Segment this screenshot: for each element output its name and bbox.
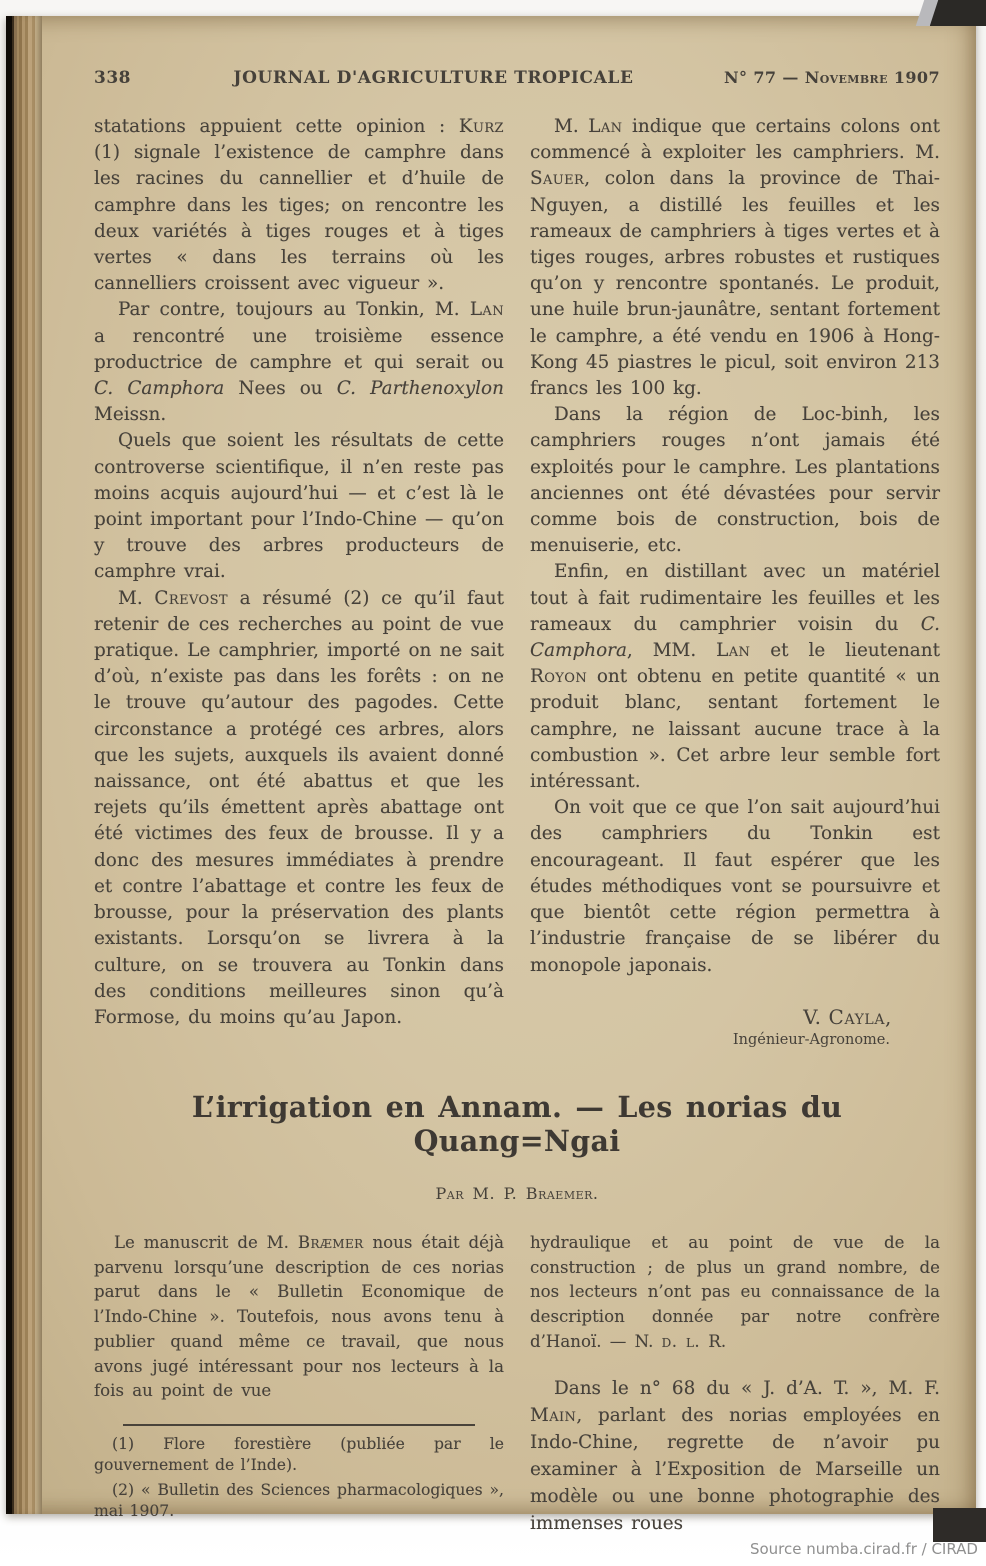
footnote: (1) Flore forestière (publiée par le gouvernement de l’Inde).: [94, 1435, 504, 1475]
dark-object-top-right: [930, 0, 986, 26]
article-title: L’irrigation en Annam. — Les norias du Quang=Ngai: [191, 1089, 843, 1158]
signature-block: [530, 1005, 940, 1048]
footnote: (2) « Bulletin des Sciences pharmacologiques », mai 1907.: [94, 1481, 504, 1521]
footnote-divider: [123, 1424, 475, 1426]
book-binding-edge: [6, 16, 42, 1514]
paragraph: Par contre, toujours au Tonkin, M. Lan a rencontré une troisième essence productrice de camphre et qui serait ou C. Camphora Nees ou C. Parthenoxylon Meissn.: [94, 299, 504, 426]
signature-role: Ingénieur-Agronome.: [732, 1031, 890, 1048]
paragraph: Quels que soient les résultats de cette controverse scientifique, il n’en reste pas moins acquis aujourd’hui — et c’est là le point important pour l’Indo-Chine — qu’on y trouve des arbres producteurs de camphre vrai.: [94, 430, 504, 583]
running-header: [94, 68, 940, 88]
paragraph: M. Lan indique que certains colons ont commencé à exploiter les camphriers. M. Sauer, colon dans la province de Thai-Nguyen, a distillé les feuilles et les rameaux de camphriers à tiges vertes et à tiges rouges, arbres robustes et rustiques qu’on y rencontre spontanés. Le produit, une huile brun-jaunâtre, sentant fortement le camphre, a été vendu en 1906 à Hong-Kong 45 piastres le picul, soit environ 213 francs les 100 kg.: [530, 116, 940, 400]
scanned-page: [6, 16, 976, 1534]
right-column: [530, 114, 940, 1048]
dark-object-bottom-right: [933, 1508, 986, 1542]
paragraph: statations appuient cette opinion : Kurz (1) signale l’existence de camphre dans les racines du cannellier et d’huile de camphre dans les tiges; on rencontre les deux variétés à tiges rouges et à tiges vertes « dans les terrains où les cannelliers croissent avec vigueur ».: [94, 116, 504, 295]
article-camphor-columns: [94, 114, 940, 1048]
paragraph: Dans la région de Loc-binh, les camphriers rouges n’ont jamais été exploités pour le camphre. Les plantations anciennes ont été dévastées pour servir comme bois de construction, bois de menuiserie, etc.: [530, 404, 940, 557]
editor-note: Le manuscrit de M. Bræmer nous était déjà parvenu lorsqu’une description de ces norias parut dans le « Bulletin Economique de l’Indo-Chine ». Toutefois, nous avons tenu à publier quand même ce travail, que nous avons jugé intéressant pour nos lecteurs à la fois au point de vue: [94, 1232, 504, 1401]
issue-label: N° 77 — Novembre 1907: [723, 68, 940, 87]
article-norias-columns: [94, 1231, 940, 1537]
editor-note: hydraulique et au point de vue de la construction ; de plus un grand nombre, de nos lecteurs n’ont pas eu connaissance de la description donnée par notre confrère d’Hanoï. — N. d. l. R.: [530, 1232, 940, 1351]
signature-name: V. Cayla,: [803, 1004, 892, 1029]
page-content: [94, 68, 940, 1537]
left-column: [94, 1231, 504, 1537]
paragraph: Enfin, en distillant avec un matériel tout à fait rudimentaire les feuilles et les rameaux du camphrier voisin du C. Camphora, MM. Lan et le lieutenant Royon ont obtenu en petite quantité « un produit blanc, sentant fortement le camphre, ne laissant aucune trace à la combustion ». Cet arbre leur semble fort intéressant.: [530, 561, 941, 793]
paragraph: On voit que ce que l’on sait aujourd’hui des camphriers du Tonkin est encourageant. Il faut espérer que les études méthodiques vont se poursuivre et que bientôt cette région permettra à l’industrie française de se libérer du monopole japonais.: [530, 797, 940, 976]
journal-title: JOURNAL D'AGRICULTURE TROPICALE: [233, 68, 634, 88]
paragraph: M. Crevost a résumé (2) ce qu’il faut retenir de ces recherches au point de vue pratique. Le camphrier, importé on ne sait d’où, n’existe pas dans les forêts : on ne le trouve qu’autour des pagodes. Cette circonstance a protégé ces arbres, alors que les sujets, auxquels ils avaient donné naissance, ont été abattus et que les rejets qu’ils émettent après abattage ont été victimes des feux de brousse. Il y a donc des mesures immédiates à prendre et contre l’abattage et contre les feux de brousse, pour la préservation des plants existants. Lorsqu’on se livrera à la culture, on se trouvera au Tonkin dans des conditions meilleures sinon qu’à Formose, du moins qu’au Japon.: [94, 587, 504, 1028]
paragraph: Dans le n° 68 du « J. d’A. T. », M. F. Main, parlant des norias employées en Indo-Chine, regrette de n’avoir pu examiner à l’Exposition de Marseille un modèle ou une bonne photographie des immenses roues: [530, 1377, 940, 1534]
left-column: [94, 114, 504, 1048]
article-byline: Par M. P. Braemer.: [435, 1183, 599, 1203]
source-credit: Source numba.cirad.fr / CIRAD: [749, 1540, 978, 1558]
right-column: [530, 1231, 940, 1537]
page-number: 338: [94, 68, 131, 88]
